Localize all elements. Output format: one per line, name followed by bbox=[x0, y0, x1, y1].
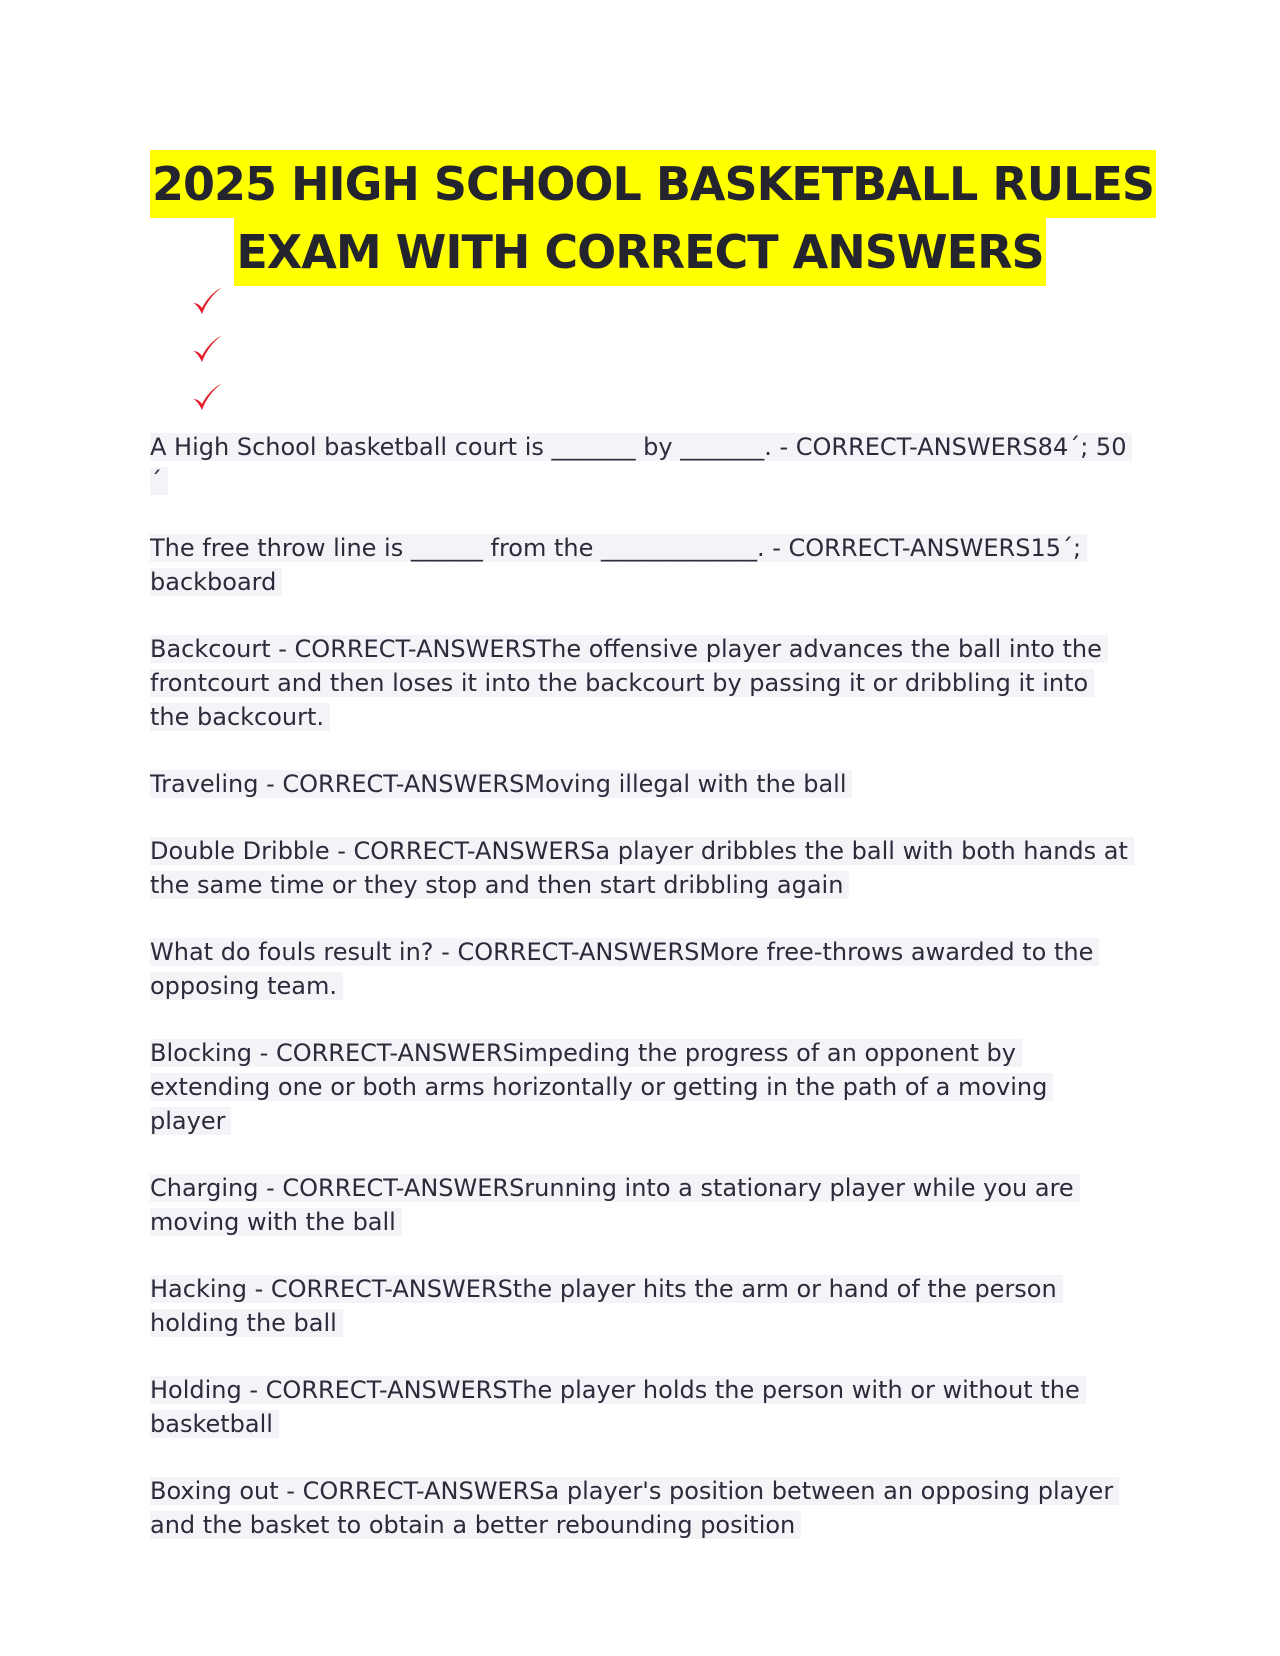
qa-item bbox=[150, 935, 1135, 1003]
qa-item bbox=[150, 430, 1135, 498]
qa-item bbox=[150, 632, 1135, 734]
checkmark-list bbox=[190, 285, 224, 429]
qa-text: Double Dribble - CORRECT-ANSWERSa player dribbles the ball with both hands at the same time or they stop and then start dribbling again bbox=[150, 837, 1134, 899]
qa-item bbox=[150, 1036, 1135, 1138]
qa-item bbox=[150, 531, 1135, 599]
qa-text: Hacking - CORRECT-ANSWERSthe player hits the arm or hand of the person holding the ball bbox=[150, 1275, 1063, 1337]
qa-item bbox=[150, 834, 1135, 902]
qa-text: What do fouls result in? - CORRECT-ANSWERSMore free-throws awarded to the opposing team. bbox=[150, 938, 1099, 1000]
qa-item bbox=[150, 767, 1135, 801]
document-title bbox=[150, 150, 1155, 286]
qa-item bbox=[150, 1272, 1135, 1340]
check-icon bbox=[190, 381, 224, 415]
qa-text: Charging - CORRECT-ANSWERSrunning into a stationary player while you are moving with the ball bbox=[150, 1174, 1080, 1236]
title-line-1: 2025 HIGH SCHOOL BASKETBALL RULES bbox=[150, 150, 1156, 218]
title-line-2: EXAM WITH CORRECT ANSWERS bbox=[234, 218, 1045, 286]
qa-text: Blocking - CORRECT-ANSWERSimpeding the progress of an opponent by extending one or both arms horizontally or getting in the path of a moving player bbox=[150, 1039, 1053, 1135]
qa-text: The free throw line is ______ from the _____________. - CORRECT-ANSWERS15´; backboard bbox=[150, 534, 1087, 596]
qa-text: A High School basketball court is _______ by _______. - CORRECT-ANSWERS84´; 50´ bbox=[150, 433, 1132, 495]
qa-text: Traveling - CORRECT-ANSWERSMoving illegal with the ball bbox=[150, 770, 852, 798]
qa-item bbox=[150, 1474, 1135, 1542]
qa-item bbox=[150, 1373, 1135, 1441]
check-icon bbox=[190, 333, 224, 367]
qa-item bbox=[150, 1171, 1135, 1239]
qa-list bbox=[150, 430, 1135, 1575]
qa-text: Holding - CORRECT-ANSWERSThe player holds the person with or without the basketball bbox=[150, 1376, 1086, 1438]
check-icon bbox=[190, 285, 224, 319]
qa-text: Boxing out - CORRECT-ANSWERSa player's position between an opposing player and the basket to obtain a better rebounding position bbox=[150, 1477, 1119, 1539]
qa-text: Backcourt - CORRECT-ANSWERSThe offensive player advances the ball into the frontcourt and then loses it into the backcourt by passing it or dribbling it into the backcourt. bbox=[150, 635, 1108, 731]
